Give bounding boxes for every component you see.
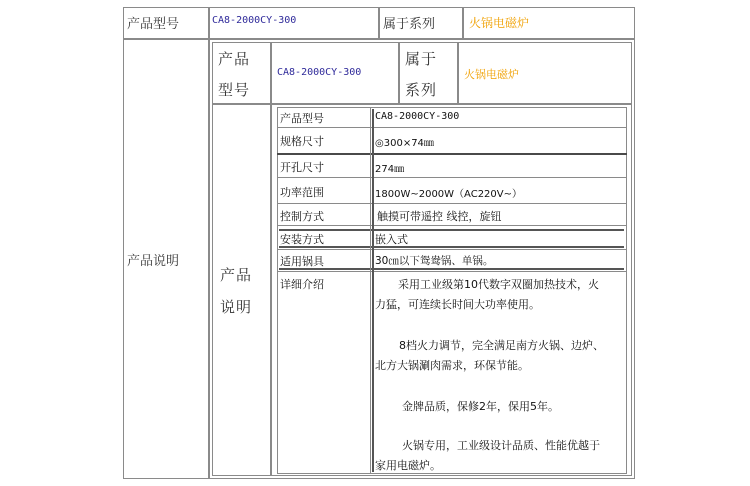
- detail-p1-line2: 力猛，可连续长时间大功率使用。: [375, 298, 540, 311]
- spec-col-divider: [370, 107, 371, 474]
- inner-series-label-line1: 属于: [405, 50, 438, 68]
- detail-p2-line2: 北方大锅涮肉需求，环保节能。: [375, 359, 529, 372]
- spec-row-rule: [279, 229, 624, 231]
- detail-p4-line1: 火锅专用，工业级设计品质、性能优越于: [402, 439, 600, 452]
- detail-p2-line1: 8档火力调节，完全满足南方火锅、边炉、: [399, 339, 604, 352]
- spec-value: 274㎜: [375, 164, 405, 175]
- spec-divider: [277, 177, 627, 178]
- outer-desc-label: 产品说明: [127, 254, 180, 269]
- spec-value: CA8-2000CY-300: [375, 111, 460, 122]
- detail-p4-line2: 家用电磁炉。: [375, 459, 441, 472]
- spec-label: 安装方式: [280, 233, 324, 246]
- spec-divider: [277, 203, 627, 204]
- spec-value: 触摸可带遥控 线控，旋钮: [377, 210, 502, 223]
- inner-model-value: CA8-2000CY-300: [277, 67, 362, 78]
- spec-label: 适用锅具: [280, 255, 324, 268]
- spec-divider: [277, 225, 627, 226]
- inner-model-label-line2: 型号: [218, 81, 251, 99]
- inner-series-label-line2: 系列: [405, 81, 438, 99]
- detail-p1-line1: 采用工业级第10代数字双圈加热技术，火: [398, 278, 599, 291]
- spec-label: 详细介绍: [280, 278, 324, 291]
- spec-label: 开孔尺寸: [280, 161, 324, 174]
- spec-value: 1800W~2000W（AC220V~）: [375, 189, 523, 200]
- spec-label: 规格尺寸: [280, 135, 324, 148]
- detail-p3: 金牌品质，保修2年，保用5年。: [402, 400, 559, 413]
- spec-row-rule: [279, 268, 624, 270]
- inner-desc-label-line1: 产品: [220, 266, 253, 284]
- spec-divider: [277, 249, 627, 250]
- inner-model-label-line1: 产品: [218, 50, 251, 68]
- spec-divider: [277, 127, 627, 128]
- spec-divider: [277, 271, 627, 272]
- top-series-label: 属于系列: [383, 17, 436, 32]
- inner-desc-label-cell: [212, 104, 271, 476]
- spec-label: 控制方式: [280, 210, 324, 223]
- spec-divider-thick: [277, 153, 627, 155]
- top-model-label: 产品型号: [127, 17, 180, 32]
- top-model-value: CA8-2000CY-300: [212, 15, 297, 26]
- spec-row-rule: [279, 246, 624, 248]
- spec-col-divider-dark: [372, 109, 374, 472]
- spec-value: 30㎝以下鸳鸯锅、单锅。: [375, 255, 494, 267]
- spec-value: 嵌入式: [375, 233, 408, 246]
- inner-series-value: 火锅电磁炉: [464, 68, 519, 81]
- spec-label: 功率范围: [280, 186, 324, 199]
- spec-label: 产品型号: [280, 112, 324, 125]
- spec-value: ◎300×74㎜: [375, 138, 434, 149]
- inner-desc-label-line2: 说明: [220, 298, 253, 316]
- top-series-value: 火锅电磁炉: [469, 16, 530, 30]
